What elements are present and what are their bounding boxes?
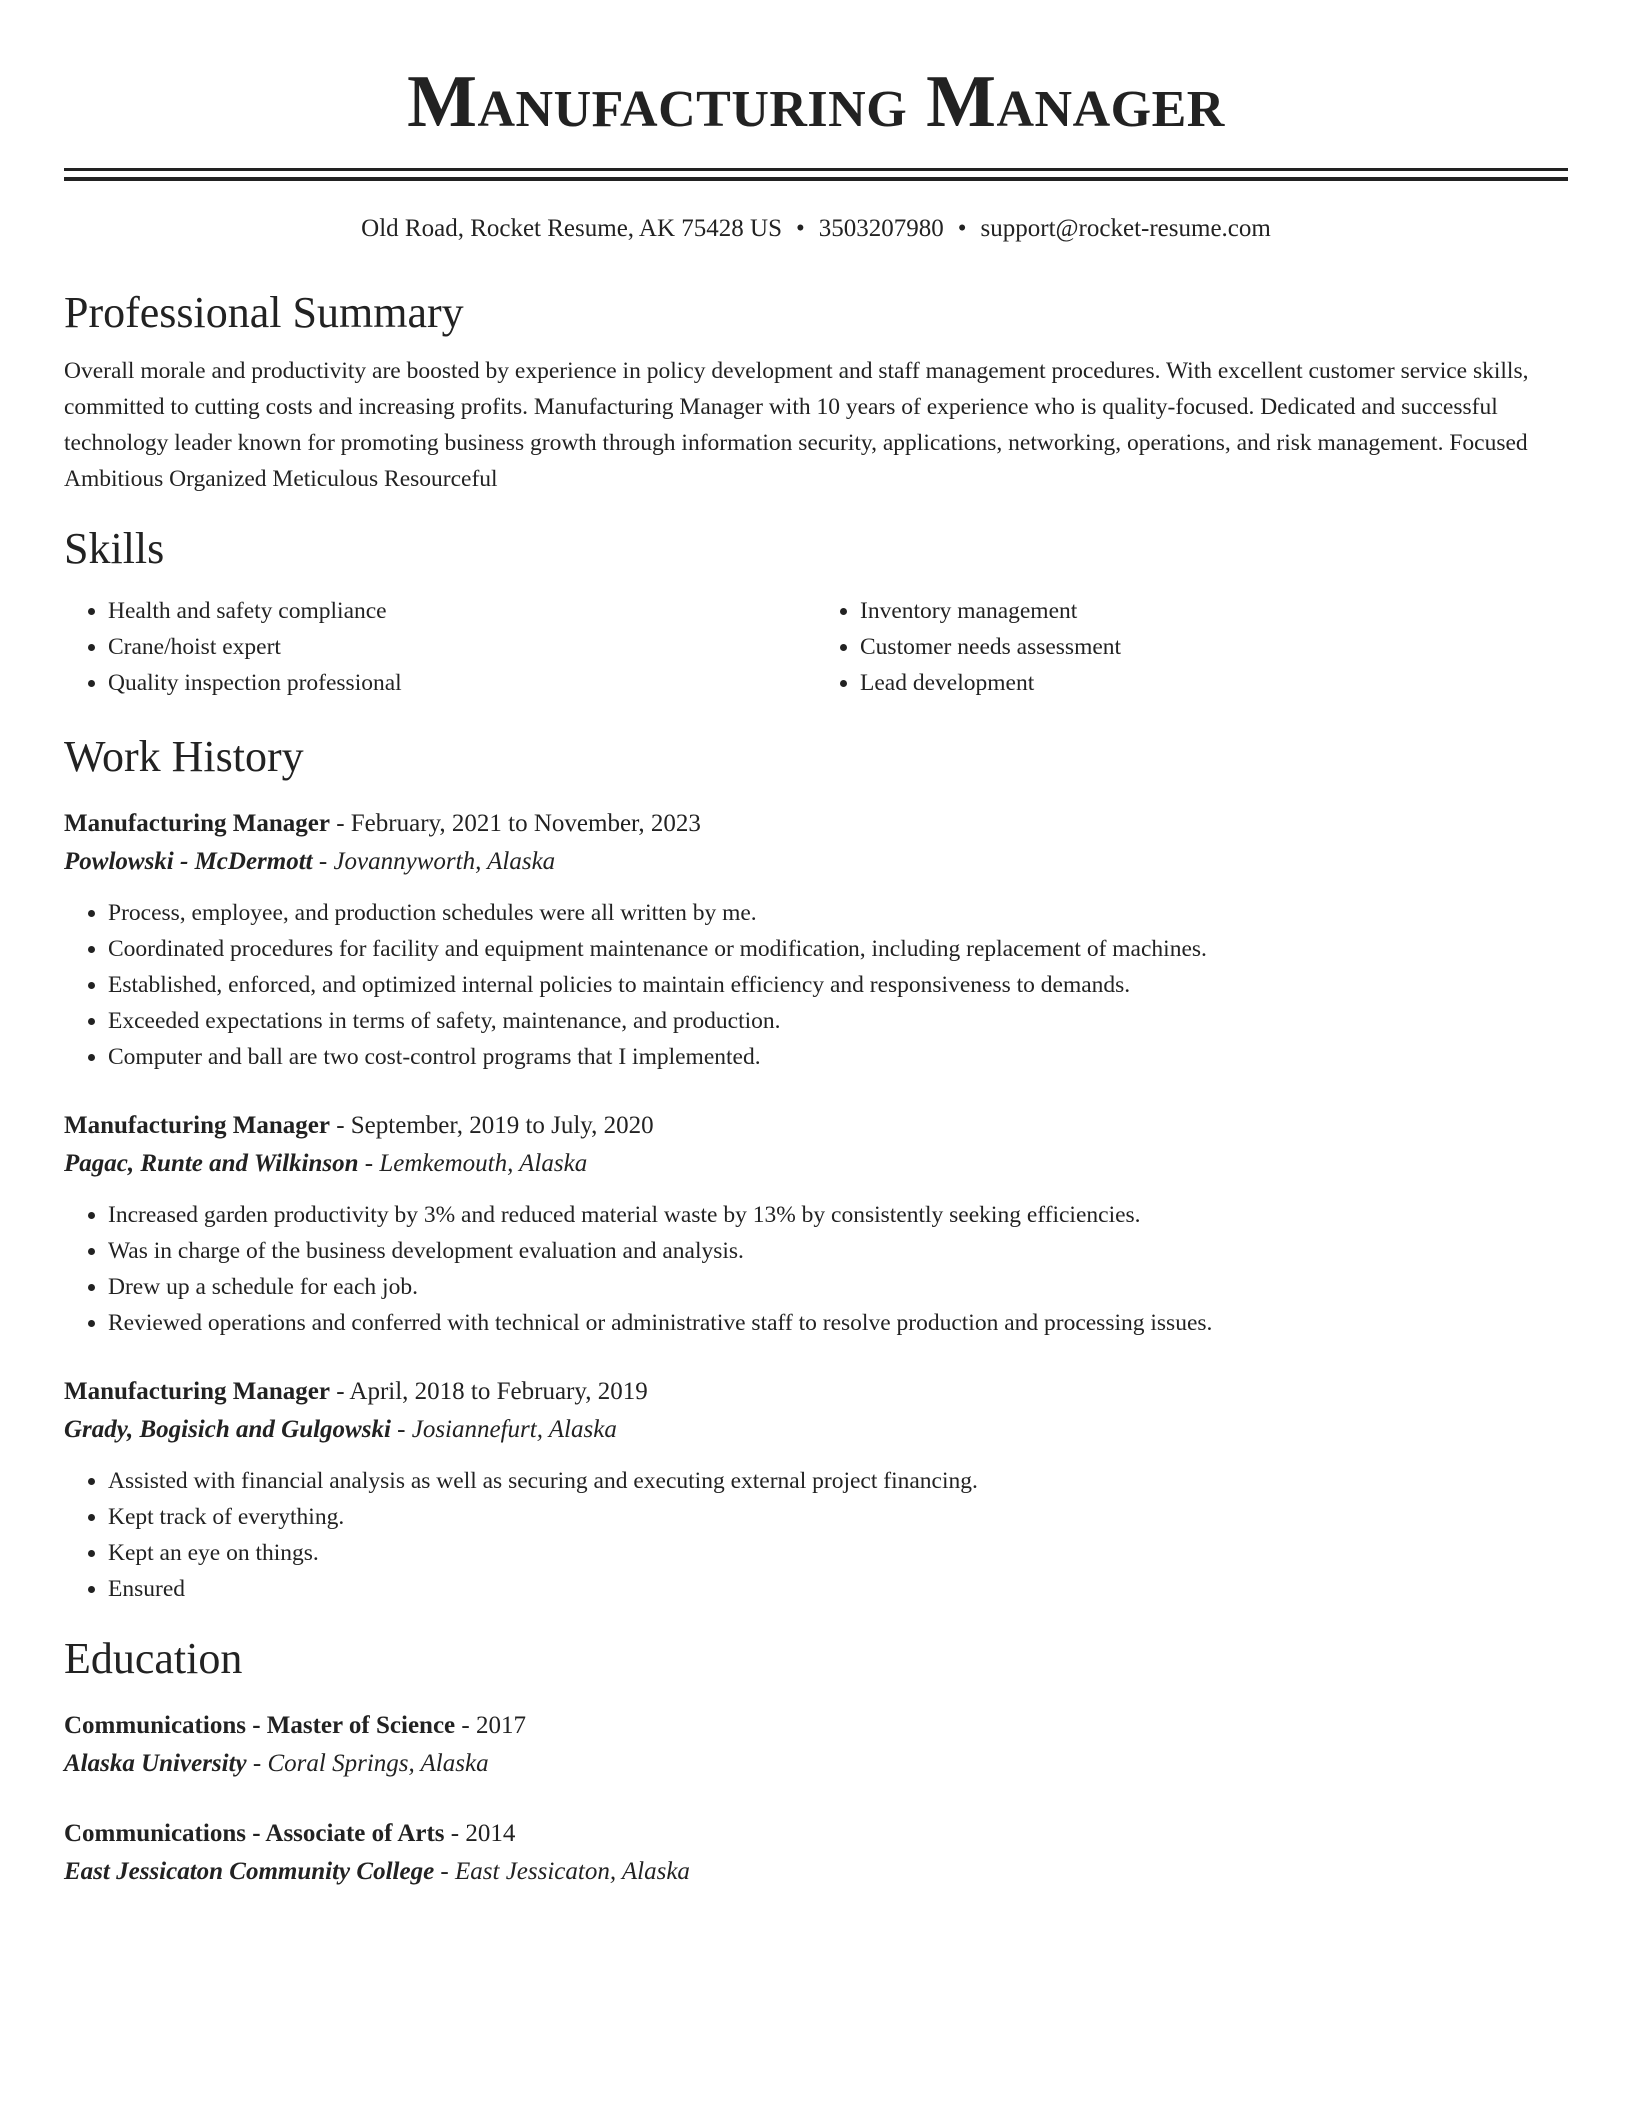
bullet-separator: • [796, 215, 805, 242]
section-title-education: Education [64, 1634, 243, 1683]
education-school: Alaska University [64, 1750, 247, 1777]
job-location: Jovannyworth, Alaska [333, 848, 556, 875]
job-location: Lemkemouth, Alaska [379, 1150, 588, 1177]
education-entry [64, 1815, 1568, 1891]
dash-separator: - [358, 1150, 380, 1177]
job-heading [64, 1107, 1568, 1145]
job-company-line [64, 1145, 1568, 1183]
skill-item: • Customer needs assessment [860, 629, 1568, 665]
contact-email: support@rocket-resume.com [980, 215, 1271, 242]
job-heading [64, 1373, 1568, 1411]
job-entry [64, 1107, 1568, 1341]
bullet-separator: • [957, 215, 967, 242]
dash-separator: - [329, 1378, 350, 1405]
job-bullet: • Coordinated procedures for facility and equipment maintenance or modification, including replacement of machines. [108, 931, 1568, 967]
dash-separator: - [329, 1112, 351, 1139]
job-entry [64, 1373, 1568, 1607]
dash-separator: - [329, 810, 351, 837]
skill-item: • Quality inspection professional [108, 665, 816, 701]
skill-item: • Crane/hoist expert [108, 629, 816, 665]
job-company: Pagac, Runte and Wilkinson [64, 1150, 359, 1177]
job-entry [64, 805, 1568, 1075]
job-bullet: • Process, employee, and production schedules were all written by me. [108, 895, 1568, 931]
dash-separator: - [246, 1750, 268, 1777]
job-company-line [64, 843, 1568, 881]
job-bullet: • Increased garden productivity by 3% and reduced material waste by 13% by consistently seeking efficiencies. [108, 1197, 1568, 1233]
job-company: Grady, Bogisich and Gulgowski [64, 1416, 391, 1443]
skill-item: • Inventory management [860, 593, 1568, 629]
job-company-line [64, 1411, 1568, 1449]
job-bullet: • Reviewed operations and conferred with technical or administrative staff to resolve production and processing issues. [108, 1305, 1568, 1341]
resume-name: Manufacturing Manager [407, 61, 1225, 143]
job-bullet: • Kept track of everything. [108, 1499, 1568, 1535]
dash-separator: - [390, 1416, 412, 1443]
skills-column-left [64, 593, 816, 701]
education-year: 2017 [475, 1712, 526, 1739]
job-role: Manufacturing Manager [64, 810, 330, 837]
job-role: Manufacturing Manager [64, 1378, 330, 1405]
skill-item: • Health and safety compliance [108, 593, 816, 629]
education-degree: Communications - Associate of Arts [64, 1820, 445, 1847]
job-bullet: • Drew up a schedule for each job. [108, 1269, 1568, 1305]
header-rule-bottom [64, 177, 1568, 181]
job-location: Josiannefurt, Alaska [411, 1416, 617, 1443]
education-location: East Jessicaton, Alaska [455, 1858, 690, 1885]
dash-separator: - [444, 1820, 466, 1847]
job-bullet: • Computer and ball are two cost-control programs that I implemented. [108, 1039, 1568, 1075]
job-bullet: • Exceeded expectations in terms of safety, maintenance, and production. [108, 1003, 1568, 1039]
section-title-work-history: Work History [64, 732, 304, 781]
education-heading [64, 1707, 1568, 1745]
education-school-line [64, 1745, 1568, 1783]
education-degree: Communications - Master of Science [64, 1712, 456, 1739]
contact-address: Old Road, Rocket Resume, AK 75428 US [361, 215, 782, 242]
job-bullets [64, 1197, 1568, 1341]
header-rule-top [64, 168, 1568, 171]
job-dates: February, 2021 to November, 2023 [350, 810, 701, 837]
skills-column-right [816, 593, 1568, 701]
job-company: Powlowski - McDermott [64, 848, 313, 875]
job-heading [64, 805, 1568, 843]
job-bullet: • Assisted with financial analysis as well as securing and executing external project financing. [108, 1463, 1568, 1499]
education-year: 2014 [465, 1820, 516, 1847]
section-title-skills: Skills [64, 524, 165, 573]
education-school-line [64, 1853, 1568, 1891]
education-entry [64, 1707, 1568, 1783]
job-role: Manufacturing Manager [64, 1112, 330, 1139]
skill-item: • Lead development [860, 665, 1568, 701]
section-title-summary: Professional Summary [64, 288, 464, 337]
contact-line [64, 213, 1568, 245]
job-bullet: • Ensured [108, 1571, 1568, 1607]
contact-phone: 3503207980 [818, 215, 944, 242]
dash-separator: - [455, 1712, 476, 1739]
job-dates: September, 2019 to July, 2020 [350, 1112, 654, 1139]
job-bullets [64, 895, 1568, 1075]
job-bullet: • Kept an eye on things. [108, 1535, 1568, 1571]
job-bullet: • Was in charge of the business development evaluation and analysis. [108, 1233, 1568, 1269]
education-school: East Jessicaton Community College [64, 1858, 435, 1885]
skills-list [64, 593, 1568, 701]
education-heading [64, 1815, 1568, 1853]
dash-separator: - [434, 1858, 455, 1885]
summary-text: Overall morale and productivity are boosted by experience in policy development and staff management procedures. With excellent customer service skills, committed to cutting costs and increasing profits. Manufacturing Manager with 10 years of experience who is quality-focused. Dedicated and successful technology leader known for promoting business growth through information security, applications, networking, operations, and risk management. Focused Ambitious Organized Meticulous Resourceful [64, 358, 1529, 492]
dash-separator: - [312, 848, 334, 875]
job-dates: April, 2018 to February, 2019 [349, 1378, 648, 1405]
job-bullets [64, 1463, 1568, 1607]
education-location: Coral Springs, Alaska [267, 1750, 489, 1777]
job-bullet: • Established, enforced, and optimized internal policies to maintain efficiency and responsiveness to demands. [108, 967, 1568, 1003]
